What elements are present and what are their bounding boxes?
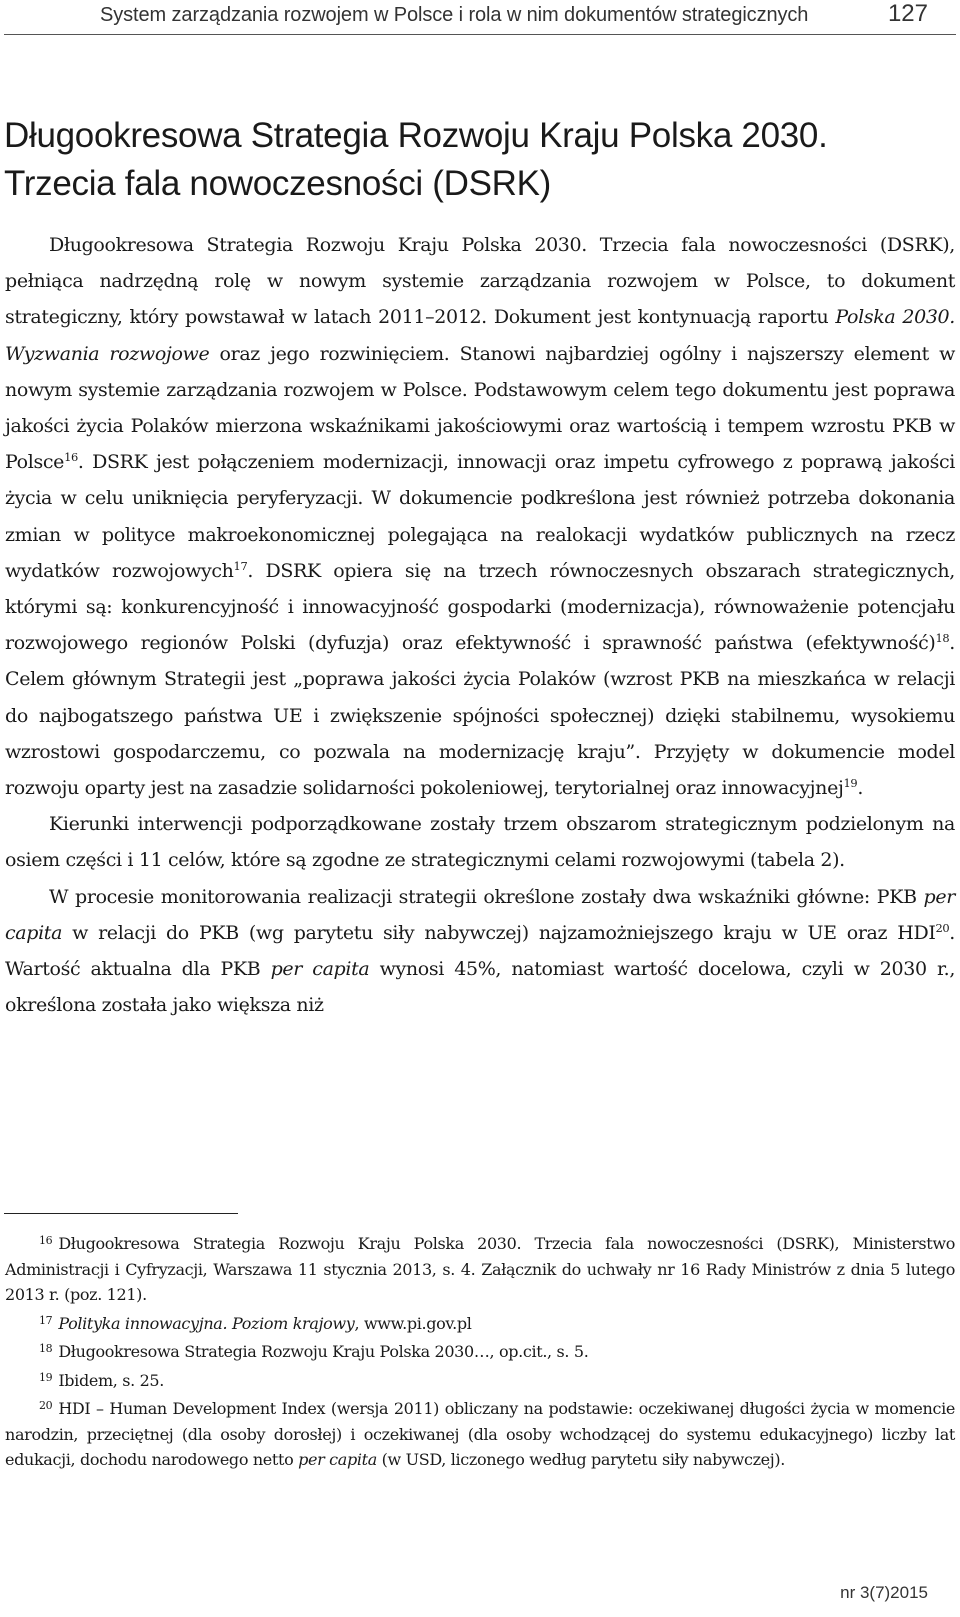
footnote-number: 17: [39, 1313, 53, 1327]
chapter-title-line-1: Długookresowa Strategia Rozwoju Kraju Polska 2030.: [4, 116, 828, 155]
issue-number: nr 3(7)2015: [840, 1583, 928, 1602]
footnote-link[interactable]: , www.pi.gov.pl: [354, 1313, 472, 1333]
running-title: System zarządzania rozwojem w Polsce i rola w nim dokumentów strategicznych: [100, 4, 809, 26]
page-number: 127: [887, 0, 928, 27]
footnote-16: [5, 1228, 955, 1308]
paragraph-1-text: . DSRK jest połączeniem modernizacji, innowacji oraz impetu cyfrowego z poprawą jakości życia w celu uniknięcia peryferyzacji. W dokumencie podkreślona jest również potrzeba dokonania zmian w polityce makroekonomicznej polegająca na realokacji wydatków publicznych na rzecz wydatków rozwojowych: [5, 451, 955, 582]
footnote-text: Ibidem, s. 25.: [58, 1370, 164, 1390]
paragraph-3-italic: per capita: [270, 958, 370, 981]
footnote-number: 20: [39, 1399, 53, 1412]
paragraph-1-text: .: [857, 777, 864, 800]
paragraph-1-text: oraz jego rozwinięciem. Stanowi najbardziej ogólny i najszerszy element w nowym systemie zarządzania rozwojem w Polsce. Podstawowym celem tego dokumentu jest poprawa jakości życia Polaków mierzona wskaźnikami jakościowymi oraz wartością i tempem wzrostu PKB w Polsce: [5, 342, 955, 474]
footnote-ref-17[interactable]: 17: [233, 559, 248, 573]
paragraph-1-italic-title: Polska 2030. Wyzwania rozwojowe: [5, 306, 955, 365]
chapter-title-line-2: Trzecia fala nowoczesności (DSRK): [4, 164, 552, 203]
footnote-number: 18: [39, 1342, 53, 1355]
header-rule: [4, 34, 956, 35]
footnote-rule: [4, 1213, 238, 1214]
footnote-number: 16: [39, 1234, 53, 1247]
paragraph-1-text: . Celem głównym Strategii jest „poprawa jakości życia Polaków (wzrost PKB na mieszkańca w relacji do najbogatszego państwa UE i zwiększenie spójności społecznej) dzięki stabilnemu, wysokiemu wzrostowi gospodarczemu, co pozwala na modernizację kraju”. Przyjęty w dokumencie model rozwoju oparty jest na zasadzie solidarności pokoleniowej, terytorialnej oraz innowacyjnej: [5, 632, 955, 800]
running-header: [0, 0, 960, 34]
footnote-18: [5, 1336, 955, 1365]
footnotes: [5, 1228, 955, 1473]
footnote-ref-19[interactable]: 19: [843, 776, 858, 791]
footnote-italic: per capita: [298, 1450, 377, 1469]
footnote-text: (w USD, liczonego według parytetu siły nabywczej).: [376, 1450, 786, 1469]
paragraph-3-text: wynosi 45%, natomiast wartość docelowa, czyli w 2030 r., określona została jako większa niż: [5, 958, 956, 1017]
paragraph-3: [5, 879, 955, 1024]
footnote-ref-18[interactable]: 18: [935, 631, 950, 646]
footnote-text: Długookresowa Strategia Rozwoju Kraju Polska 2030. Trzecia fala nowoczesności (DSRK), Ministerstwo Administracji i Cyfryzacji, Warszawa 11 stycznia 2013, s. 4. Załącznik do uchwały nr 16 Rady Ministrów z dnia 5 lutego 2013 r. (poz. 121).: [5, 1234, 955, 1304]
footnote-19: [5, 1365, 955, 1394]
footnote-20: [5, 1393, 955, 1473]
paragraph-1: [5, 227, 955, 806]
paragraph-1-text: Długookresowa Strategia Rozwoju Kraju Polska 2030. Trzecia fala nowoczesności (DSRK), pełniąca nadrzędną rolę w nowym systemie zarządzania rozwojem w Polsce, to dokument strategiczny, który powstawał w latach 2011–2012. Dokument jest kontynuacją raportu: [5, 234, 955, 329]
footnote-number: 19: [39, 1370, 53, 1384]
footnote-ref-16[interactable]: 16: [64, 450, 78, 465]
footnote-text: HDI – Human Development Index (wersja 2011) obliczany na podstawie: oczekiwanej długości życia w momencie narodzin, przeciętnej (dla osoby dorosłej) i oczekiwanej (dla osoby wchodzącej do systemu edukacyjnego) liczby lat edukacji, dochodu narodowego netto: [5, 1399, 955, 1469]
footnote-italic-title: Polityka innowacyjna. Poziom krajowy: [58, 1313, 355, 1333]
paragraph-2: Kierunki interwencji podporządkowane zostały trzem obszarom strategicznym podzielonym na osiem części i 11 celów, które są zgodne ze strategicznymi celami rozwojowymi (tabela 2).: [5, 813, 955, 872]
paragraph-3-text: W procesie monitorowania realizacji strategii określone zostały dwa wskaźniki główne: PKB: [49, 885, 924, 908]
paragraph-3-italic: per capita: [5, 885, 955, 944]
paragraph-3-text: w relacji do PKB (wg parytetu siły nabywczej) najzamożniejszego kraju w UE oraz HDI: [62, 921, 936, 944]
footnote-17: [5, 1308, 955, 1337]
footnote-ref-20[interactable]: 20: [935, 921, 950, 936]
chapter-title: [4, 112, 944, 208]
paragraph-1-text: . DSRK opiera się na trzech równoczesnych obszarach strategicznych, którymi są: konkurencyjność i innowacyjność gospodarki (modernizacja), równoważenie potencjału rozwojowego regionów Polski (dyfuzja) oraz efektywność i sprawność państwa (efektywność): [5, 559, 955, 655]
body-text: [5, 227, 955, 1023]
footnote-text: Długookresowa Strategia Rozwoju Kraju Polska 2030…, op.cit., s. 5.: [58, 1342, 589, 1361]
paragraph-3-text: . Wartość aktualna dla PKB: [5, 921, 955, 981]
